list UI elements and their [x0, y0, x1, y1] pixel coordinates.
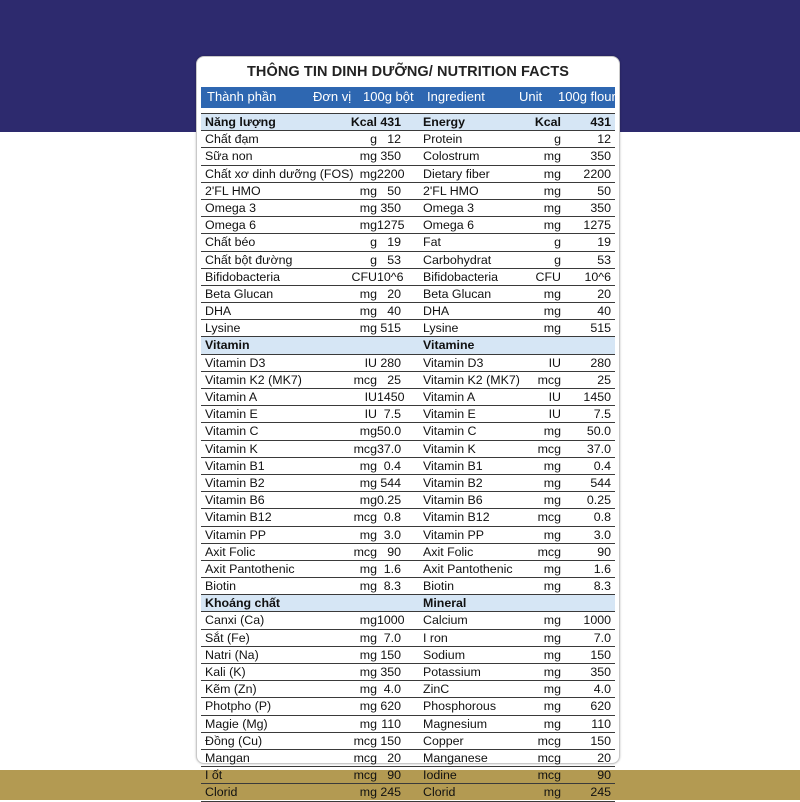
cell-en-name: Bifidobacteria	[423, 269, 499, 284]
cell-vn-amount: 50.0	[377, 424, 402, 439]
cell-en-name: Vitamin B1	[423, 458, 483, 473]
cell-vn-name: Chất béo	[205, 235, 256, 250]
cell-vn-unit: mg	[359, 149, 377, 164]
cell-en-unit: mg	[543, 647, 561, 662]
cell-en-name: DHA	[423, 304, 450, 319]
cell-vn-unit: mcg	[353, 372, 377, 387]
cell-vn-unit: mg	[359, 286, 377, 301]
cell-vn-name: Vitamin K2 (MK7)	[205, 372, 302, 387]
cell-vn-amount: 50	[387, 183, 401, 198]
table-row	[201, 234, 615, 251]
cell-en-unit: mcg	[537, 441, 561, 456]
cell-en-amount: 2200	[583, 166, 611, 181]
cell-vn-amount: 3.0	[383, 527, 401, 542]
cell-vn-name: Omega 6	[205, 218, 256, 233]
cell-vn-unit: mg	[359, 699, 377, 714]
cell-en-name: Colostrum	[423, 149, 480, 164]
cell-vn-name: Photpho (P)	[205, 699, 272, 714]
cell-vn-amount: 245	[380, 785, 401, 800]
cell-en-unit: mg	[543, 682, 561, 697]
table-row	[201, 475, 615, 492]
cell-vn-amount: 350	[380, 149, 401, 164]
cell-en-unit: mg	[543, 493, 561, 508]
cell-vn-name: Biotin	[205, 579, 236, 594]
cell-vn-amount: 280	[380, 355, 401, 370]
cell-en-amount: 1.6	[593, 561, 611, 576]
cell-en-name: Carbohydrat	[423, 252, 492, 267]
table-row	[201, 544, 615, 561]
cell-vn-unit: mg	[359, 183, 377, 198]
cell-vn-name: Beta Glucan	[205, 286, 274, 301]
table-row	[201, 630, 615, 647]
cell-en-amount: 1000	[583, 613, 611, 628]
cell-en-name: Vitamin PP	[423, 527, 485, 542]
cell-en-unit: mcg	[537, 510, 561, 525]
table-row	[201, 612, 615, 629]
cell-vn-unit: mg	[359, 493, 377, 508]
cell-en-name: Vitamin D3	[423, 355, 484, 370]
cell-vn-amount: 515	[380, 321, 401, 336]
cell-en-amount: 0.8	[593, 510, 611, 525]
cell-vn-unit: Kcal	[350, 115, 377, 129]
table-row	[201, 681, 615, 698]
table-row	[201, 509, 615, 526]
cell-vn-amount: 0.25	[377, 493, 402, 508]
cell-vn-name: Vitamin	[205, 338, 250, 353]
cell-en-unit: mg	[543, 149, 561, 164]
cell-en-name: Vitamin K	[423, 441, 476, 456]
cell-en-name: Lysine	[423, 321, 459, 336]
table-row	[201, 492, 615, 509]
cell-en-unit: mg	[543, 321, 561, 336]
cell-vn-unit: mg	[359, 321, 377, 336]
cell-vn-name: Năng lượng	[205, 115, 276, 129]
cell-en-name: Phosphorous	[423, 699, 497, 714]
cell-vn-name: Mangan	[205, 750, 250, 765]
cell-vn-name: Bifidobacteria	[205, 269, 281, 284]
cell-vn-unit: mg	[359, 630, 377, 645]
header-en-unit: Unit	[519, 89, 543, 104]
cell-en-amount: 12	[597, 132, 611, 147]
cell-vn-name: Chất bột đường	[205, 252, 293, 267]
cell-vn-amount: 0.4	[383, 458, 401, 473]
cell-vn-amount: 53	[387, 252, 401, 267]
cell-vn-unit: IU	[364, 407, 377, 422]
cell-en-name: Biotin	[423, 579, 454, 594]
cell-en-name: Protein	[423, 132, 463, 147]
cell-en-amount: 7.0	[593, 630, 611, 645]
cell-vn-name: Đồng (Cu)	[205, 733, 263, 748]
cell-en-name: Manganese	[423, 750, 488, 765]
cell-en-amount: 90	[597, 768, 611, 783]
cell-en-name: Vitamin B2	[423, 475, 483, 490]
cell-en-amount: 350	[590, 665, 611, 679]
table-row	[201, 389, 615, 406]
cell-en-unit: mcg	[537, 733, 561, 748]
cell-en-name: Potassium	[423, 665, 481, 679]
cell-vn-unit: mg	[359, 200, 377, 215]
cell-en-unit: mg	[543, 166, 561, 181]
table-row	[201, 131, 615, 148]
header-vn-amount: 100g bột	[363, 89, 414, 104]
cell-en-amount: 350	[590, 149, 611, 164]
cell-en-unit: mg	[543, 527, 561, 542]
cell-vn-unit: mg	[359, 304, 377, 319]
table-row	[201, 784, 615, 801]
cell-en-amount: 1275	[583, 218, 611, 233]
cell-vn-amount: 90	[387, 768, 401, 783]
table-row	[201, 406, 615, 423]
cell-en-name: Calcium	[423, 613, 468, 628]
cell-en-amount: 544	[590, 475, 611, 490]
table-row	[201, 303, 615, 320]
cell-en-name: Mineral	[423, 596, 467, 611]
cell-en-name: 2'FL HMO	[423, 183, 479, 198]
cell-vn-name: Natri (Na)	[205, 647, 259, 662]
cell-en-name: Vitamine	[423, 338, 475, 353]
cell-en-amount: 50	[597, 183, 611, 198]
section-row	[201, 595, 615, 612]
cell-en-name: Clorid	[423, 785, 456, 800]
cell-vn-unit: mg	[359, 716, 377, 731]
table-row	[201, 200, 615, 217]
cell-vn-amount: 350	[380, 200, 401, 215]
cell-vn-name: Axit Folic	[205, 544, 256, 559]
cell-en-unit: g	[554, 235, 561, 250]
cell-en-amount: 4.0	[593, 682, 611, 697]
cell-vn-amount: 37.0	[377, 441, 402, 456]
cell-vn-name: Magie (Mg)	[205, 716, 268, 731]
nutrition-table	[201, 113, 615, 802]
cell-vn-amount: 7.0	[383, 630, 401, 645]
cell-vn-amount: 7.5	[383, 407, 401, 422]
cell-en-unit: g	[554, 132, 561, 147]
cell-vn-amount: 20	[387, 750, 401, 765]
cell-vn-name: Clorid	[205, 785, 238, 800]
cell-en-name: Dietary fiber	[423, 166, 490, 181]
table-row	[201, 441, 615, 458]
cell-vn-amount: 150	[380, 733, 401, 748]
cell-en-unit: mg	[543, 424, 561, 439]
cell-vn-unit: g	[370, 235, 377, 250]
cell-vn-name: Vitamin E	[205, 407, 258, 422]
cell-en-name: Beta Glucan	[423, 286, 492, 301]
cell-en-name: I ron	[423, 630, 448, 645]
cell-vn-unit: mg	[359, 647, 377, 662]
cell-vn-amount: 2200	[377, 166, 405, 181]
cell-en-amount: 20	[597, 286, 611, 301]
cell-vn-unit: mg	[359, 665, 377, 679]
cell-en-amount: 110	[591, 716, 611, 731]
cell-en-amount: 515	[590, 321, 611, 336]
section-row	[201, 337, 615, 354]
cell-vn-name: Vitamin D3	[205, 355, 266, 370]
cell-en-unit: IU	[548, 355, 561, 370]
cell-vn-unit: mg	[359, 475, 377, 490]
cell-en-unit: mcg	[537, 544, 561, 559]
cell-en-unit: IU	[548, 390, 561, 404]
cell-en-name: Omega 3	[423, 200, 474, 215]
cell-en-amount: 280	[590, 355, 611, 370]
cell-en-amount: 150	[590, 647, 611, 662]
cell-en-name: Copper	[423, 733, 464, 748]
cell-vn-name: Chất đạm	[205, 132, 259, 147]
table-row	[201, 767, 615, 784]
cell-vn-amount: 12	[387, 132, 401, 147]
cell-vn-name: Omega 3	[205, 200, 256, 215]
cell-en-unit: mg	[543, 286, 561, 301]
cell-vn-name: 2'FL HMO	[205, 183, 261, 198]
cell-en-name: Axit Folic	[423, 544, 474, 559]
cell-en-unit: mg	[543, 665, 561, 679]
cell-vn-amount: 0.8	[383, 510, 401, 525]
cell-vn-name: Vitamin B12	[205, 510, 272, 525]
cell-vn-amount: 1450	[377, 390, 405, 404]
cell-vn-name: Vitamin B2	[205, 475, 265, 490]
table-row	[201, 355, 615, 372]
cell-vn-name: I ốt	[205, 768, 223, 783]
cell-en-name: Omega 6	[423, 218, 474, 233]
cell-vn-name: Sữa non	[205, 149, 253, 164]
table-row	[201, 217, 615, 234]
cell-vn-amount: 1275	[377, 218, 405, 233]
cell-en-name: ZinC	[423, 682, 450, 697]
table-row	[201, 647, 615, 664]
cell-vn-unit: mg	[359, 527, 377, 542]
table-row	[201, 716, 615, 733]
cell-vn-unit: mg	[359, 166, 377, 181]
header-en-amount: 100g flour	[558, 89, 616, 104]
cell-vn-name: Khoáng chất	[205, 596, 281, 611]
cell-vn-unit: mcg	[353, 441, 377, 456]
nutrition-facts-card	[196, 56, 620, 800]
table-row	[201, 698, 615, 715]
cell-en-amount: 350	[590, 200, 611, 215]
cell-en-name: Fat	[423, 235, 441, 250]
cell-vn-unit: IU	[364, 390, 377, 404]
card-title: THÔNG TIN DINH DƯỠNG/ NUTRITION FACTS	[246, 64, 570, 80]
cell-en-name: Iodine	[423, 768, 457, 783]
cell-vn-amount: 431	[380, 115, 401, 129]
cell-en-name: Magnesium	[423, 716, 488, 731]
cell-en-unit: mcg	[537, 372, 561, 387]
cell-vn-amount: 544	[380, 475, 401, 490]
cell-vn-unit: g	[370, 252, 377, 267]
cell-en-unit: mg	[543, 458, 561, 473]
section-row	[201, 113, 615, 131]
table-row	[201, 527, 615, 544]
cell-en-name: Axit Pantothenic	[423, 561, 513, 576]
cell-vn-name: Vitamin C	[205, 424, 259, 439]
table-row	[201, 733, 615, 750]
cell-vn-amount: 10^6	[377, 269, 404, 284]
cell-en-unit: mg	[543, 200, 561, 215]
cell-vn-name: Vitamin K	[205, 441, 258, 456]
cell-vn-name: Vitamin B1	[205, 458, 265, 473]
cell-en-unit: mg	[543, 218, 561, 233]
header-vn-name: Thành phần	[207, 89, 277, 104]
table-row	[201, 286, 615, 303]
cell-vn-unit: mg	[359, 682, 377, 697]
table-row	[201, 561, 615, 578]
cell-vn-name: Canxi (Ca)	[205, 613, 265, 628]
cell-vn-unit: CFU	[351, 269, 377, 284]
cell-en-amount: 37.0	[586, 441, 611, 456]
cell-vn-unit: mg	[359, 579, 377, 594]
cell-en-amount: 620	[590, 699, 611, 714]
table-row	[201, 750, 615, 767]
cell-vn-unit: mg	[359, 458, 377, 473]
cell-vn-name: Lysine	[205, 321, 241, 336]
cell-en-unit: IU	[548, 407, 561, 422]
cell-vn-amount: 110	[381, 716, 401, 731]
cell-en-unit: mg	[543, 475, 561, 490]
cell-en-unit: mg	[543, 630, 561, 645]
cell-en-amount: 245	[590, 785, 611, 800]
cell-en-name: Vitamin C	[423, 424, 477, 439]
cell-en-unit: mg	[543, 613, 561, 628]
cell-en-unit: mg	[543, 304, 561, 319]
cell-vn-name: Kali (K)	[205, 665, 246, 679]
cell-en-unit: mg	[543, 785, 561, 800]
cell-vn-amount: 620	[380, 699, 401, 714]
cell-vn-unit: mg	[359, 785, 377, 800]
cell-en-name: Vitamin B6	[423, 493, 483, 508]
cell-vn-name: Vitamin B6	[205, 493, 265, 508]
column-header-bar	[201, 87, 615, 108]
cell-en-amount: 0.4	[593, 458, 611, 473]
cell-en-amount: 90	[597, 544, 611, 559]
cell-en-amount: 431	[590, 115, 611, 129]
cell-vn-amount: 350	[380, 665, 401, 679]
cell-en-unit: mg	[543, 561, 561, 576]
cell-en-name: Vitamin A	[423, 390, 476, 404]
cell-en-amount: 8.3	[593, 579, 611, 594]
cell-en-unit: mg	[543, 183, 561, 198]
cell-en-amount: 150	[590, 733, 611, 748]
cell-vn-amount: 20	[387, 286, 401, 301]
table-row	[201, 183, 615, 200]
cell-en-unit: CFU	[535, 269, 561, 284]
cell-vn-name: Kẽm (Zn)	[205, 682, 257, 697]
cell-en-name: Vitamin E	[423, 407, 476, 422]
cell-vn-amount: 19	[387, 235, 401, 250]
table-row	[201, 423, 615, 440]
cell-vn-unit: mcg	[353, 544, 377, 559]
cell-en-amount: 40	[597, 304, 611, 319]
cell-vn-amount: 25	[387, 372, 401, 387]
table-row	[201, 664, 615, 681]
table-row	[201, 166, 615, 183]
cell-vn-unit: mcg	[353, 733, 377, 748]
cell-en-unit: mcg	[537, 768, 561, 783]
cell-vn-amount: 4.0	[383, 682, 401, 697]
table-row	[201, 148, 615, 165]
cell-en-amount: 10^6	[584, 269, 611, 284]
cell-en-unit: mg	[543, 716, 561, 731]
cell-en-name: Vitamin K2 (MK7)	[423, 372, 520, 387]
table-row	[201, 269, 615, 286]
header-en-name: Ingredient	[427, 89, 485, 104]
cell-vn-unit: mcg	[353, 510, 377, 525]
cell-vn-name: Sắt (Fe)	[205, 630, 250, 645]
cell-vn-unit: mcg	[353, 768, 377, 783]
cell-vn-amount: 1000	[377, 613, 405, 628]
cell-vn-name: Vitamin PP	[205, 527, 267, 542]
table-row	[201, 320, 615, 337]
cell-vn-unit: g	[370, 132, 377, 147]
cell-en-amount: 25	[597, 372, 611, 387]
cell-en-amount: 7.5	[593, 407, 611, 422]
cell-en-amount: 19	[597, 235, 611, 250]
cell-en-amount: 20	[597, 750, 611, 765]
cell-en-name: Sodium	[423, 647, 466, 662]
table-row	[201, 458, 615, 475]
cell-vn-unit: mg	[359, 561, 377, 576]
cell-en-unit: mcg	[537, 750, 561, 765]
cell-vn-unit: mcg	[353, 750, 377, 765]
cell-en-name: Energy	[423, 115, 466, 129]
cell-en-unit: mg	[543, 699, 561, 714]
cell-vn-unit: mg	[359, 613, 377, 628]
cell-en-amount: 1450	[583, 390, 611, 404]
cell-vn-amount: 150	[380, 647, 401, 662]
cell-en-amount: 53	[597, 252, 611, 267]
header-vn-unit: Đơn vị	[313, 89, 352, 104]
cell-vn-name: Axit Pantothenic	[205, 561, 295, 576]
cell-vn-unit: mg	[359, 218, 377, 233]
table-row	[201, 372, 615, 389]
cell-vn-amount: 40	[387, 304, 401, 319]
table-row	[201, 252, 615, 269]
cell-vn-amount: 90	[387, 544, 401, 559]
table-row	[201, 578, 615, 595]
cell-vn-unit: mg	[359, 424, 377, 439]
cell-vn-amount: 1.6	[383, 561, 401, 576]
cell-en-amount: 3.0	[593, 527, 611, 542]
cell-en-amount: 0.25	[586, 493, 611, 508]
cell-vn-name: Chất xơ dinh dưỡng (FOS)	[205, 166, 354, 181]
cell-en-unit: Kcal	[534, 115, 561, 129]
cell-en-unit: g	[554, 252, 561, 267]
cell-en-unit: mg	[543, 579, 561, 594]
cell-en-amount: 50.0	[586, 424, 611, 439]
cell-vn-name: Vitamin A	[205, 390, 258, 404]
cell-vn-amount: 8.3	[383, 579, 401, 594]
cell-en-name: Vitamin B12	[423, 510, 490, 525]
cell-vn-unit: IU	[364, 355, 377, 370]
cell-vn-name: DHA	[205, 304, 232, 319]
